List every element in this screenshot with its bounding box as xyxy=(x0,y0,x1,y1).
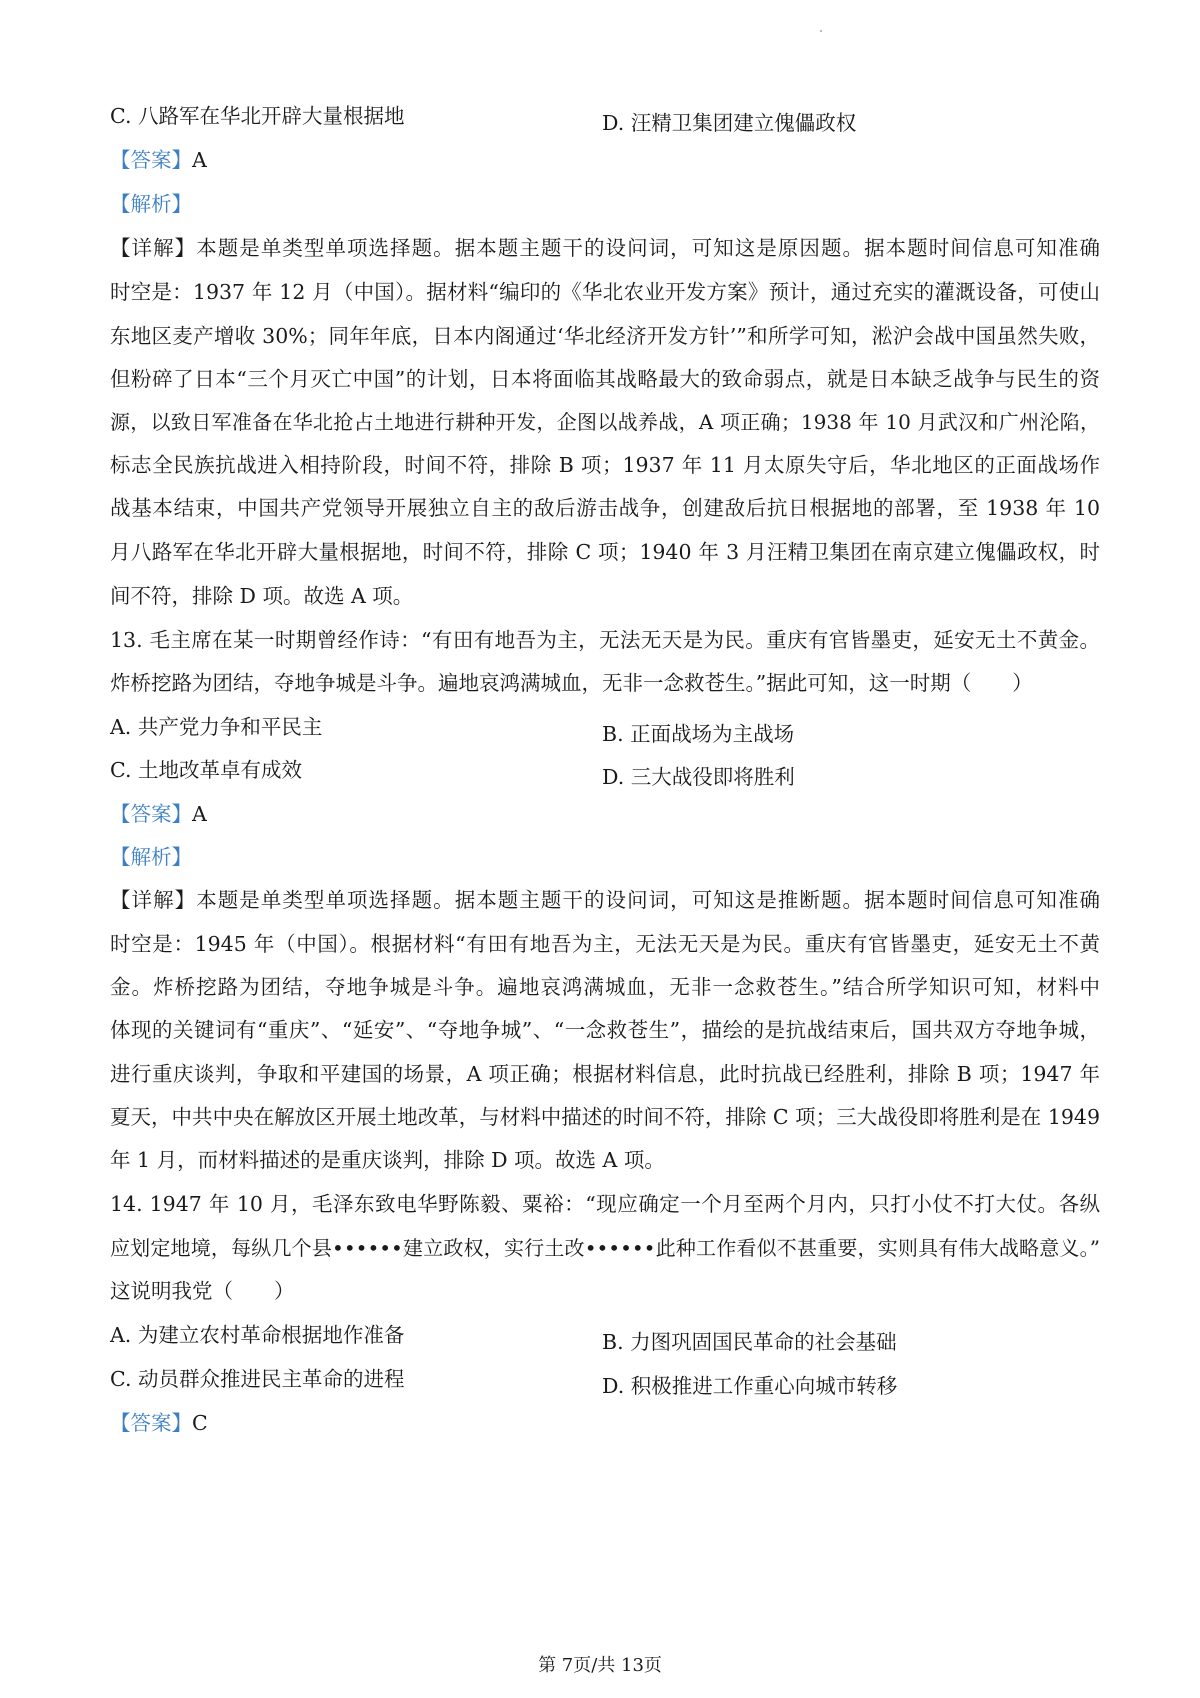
q13-option-b: B. 正面战场为主战场 xyxy=(602,722,795,746)
detail-tag: 【详解】 xyxy=(110,888,197,912)
q13-detail-line: 夏天，中共中央在解放区开展土地改革，与材料中描述的时间不符，排除 C 项；三大战役即将胜利是在 1949 xyxy=(110,1105,1100,1129)
q14-stem-line: 应划定地境，每纵几个县••••••建立政权，实行土改••••••此种工作看似不甚重要，实则具有伟大战略意义。” xyxy=(110,1236,1100,1260)
q12-detail-line: 战基本结束，中国共产党领导开展独立自主的敌后游击战争，创建敌后抗日根据地的部署，至 1938 年 10 xyxy=(110,496,1100,520)
q12-detail-line: 【详解】本题是单类型单项选择题。据本题主题干的设问词，可知这是原因题。据本题时间信息可知准确 xyxy=(110,236,1101,260)
answer-tag: 【答案】 xyxy=(110,802,192,826)
q12-detail-line: 东地区麦产增收 30%；同年年底，日本内阁通过‘华北经济开发方针’”和所学可知，淞沪会战中国虽然失败， xyxy=(110,324,1100,348)
q14-option-a: A. 为建立农村革命根据地作准备 xyxy=(110,1323,405,1347)
q13-detail-line: 金。炸桥挖路为团结，夺地争城是斗争。遍地哀鸿满城血，无非一念救苍生。”结合所学知识可知，材料中 xyxy=(110,975,1100,999)
q13-detail-line: 时空是：1945 年（中国）。根据材料“有田有地吾为主，无法无天是为民。重庆有官皆墨吏，延安无土不黄 xyxy=(110,932,1100,956)
q14-option-c: C. 动员群众推进民主革命的进程 xyxy=(110,1367,405,1391)
q13-option-a: A. 共产党力争和平民主 xyxy=(110,715,323,739)
detail-tag: 【详解】 xyxy=(110,236,197,260)
q13-option-c: C. 土地改革卓有成效 xyxy=(110,758,302,782)
q13-detail-line: 【详解】本题是单类型单项选择题。据本题主题干的设问词，可知这是推断题。据本题时间信息可知准确 xyxy=(110,888,1101,912)
q14-answer: 【答案】C xyxy=(110,1411,208,1435)
q13-detail-line: 体现的关键词有“重庆”、“延安”、“夺地争城”、“一念救苍生”，描绘的是抗战结束后，国共双方夺地争城， xyxy=(110,1018,1100,1042)
answer-tag: 【答案】 xyxy=(110,148,192,172)
q14-option-d: D. 积极推进工作重心向城市转移 xyxy=(602,1374,898,1398)
q13-option-d: D. 三大战役即将胜利 xyxy=(602,765,795,789)
q12-option-d: D. 汪精卫集团建立傀儡政权 xyxy=(602,111,857,135)
q12-detail-line: 时空是：1937 年 12 月（中国）。据材料“编印的《华北农业开发方案》预计，通过充实的灌溉设备，可使山 xyxy=(110,280,1100,304)
q13-detail-line: 年 1 月，而材料描述的是重庆谈判，排除 D 项。故选 A 项。 xyxy=(110,1148,665,1172)
q13-stem-line: 炸桥挖路为团结，夺地争城是斗争。遍地哀鸿满城血，无非一念救苍生。”据此可知，这一时期（ ） xyxy=(110,671,1033,695)
q12-detail-line: 标志全民族抗战进入相持阶段，时间不符，排除 B 项；1937 年 11 月太原失守后，华北地区的正面战场作 xyxy=(110,453,1100,477)
analysis-tag: 【解析】 xyxy=(110,845,192,869)
answer-tag: 【答案】 xyxy=(110,1411,192,1435)
q12-detail-line: 源，以致日军准备在华北抢占土地进行耕种开发，企图以战养战，A 项正确；1938 年 10 月武汉和广州沦陷， xyxy=(110,410,1100,434)
q12-option-c: C. 八路军在华北开辟大量根据地 xyxy=(110,104,405,128)
q13-detail-line: 进行重庆谈判，争取和平建国的场景，A 项正确；根据材料信息，此时抗战已经胜利，排除 B 项；1947 年 xyxy=(110,1062,1100,1086)
q12-detail-line: 月八路军在华北开辟大量根据地，时间不符，排除 C 项；1940 年 3 月汪精卫集团在南京建立傀儡政权，时 xyxy=(110,540,1100,564)
q13-answer: 【答案】A xyxy=(110,802,207,826)
q14-stem-line: 这说明我党（ ） xyxy=(110,1279,295,1303)
q12-detail-line: 但粉碎了日本“三个月灭亡中国”的计划，日本将面临其战略最大的致命弱点，就是日本缺乏战争与民生的资 xyxy=(110,367,1100,391)
q12-detail-line: 间不符，排除 D 项。故选 A 项。 xyxy=(110,584,414,608)
q12-answer: 【答案】A xyxy=(110,148,207,172)
q12-analysis xyxy=(110,194,1100,215)
q13-analysis xyxy=(110,847,1100,868)
q14-stem-line: 14. 1947 年 10 月，毛泽东致电华野陈毅、粟裕：“现应确定一个月至两个月内，只打小仗不打大仗。各纵 xyxy=(110,1192,1100,1216)
page-footer: 第 7页/共 13页 xyxy=(538,1655,662,1676)
analysis-tag: 【解析】 xyxy=(110,192,192,216)
scan-dot xyxy=(820,30,822,32)
q13-stem-line: 13. 毛主席在某一时期曾经作诗：“有田有地吾为主，无法无天是为民。重庆有官皆墨吏，延安无土不黄金。 xyxy=(110,628,1100,652)
q14-option-b: B. 力图巩固国民革命的社会基础 xyxy=(602,1330,897,1354)
